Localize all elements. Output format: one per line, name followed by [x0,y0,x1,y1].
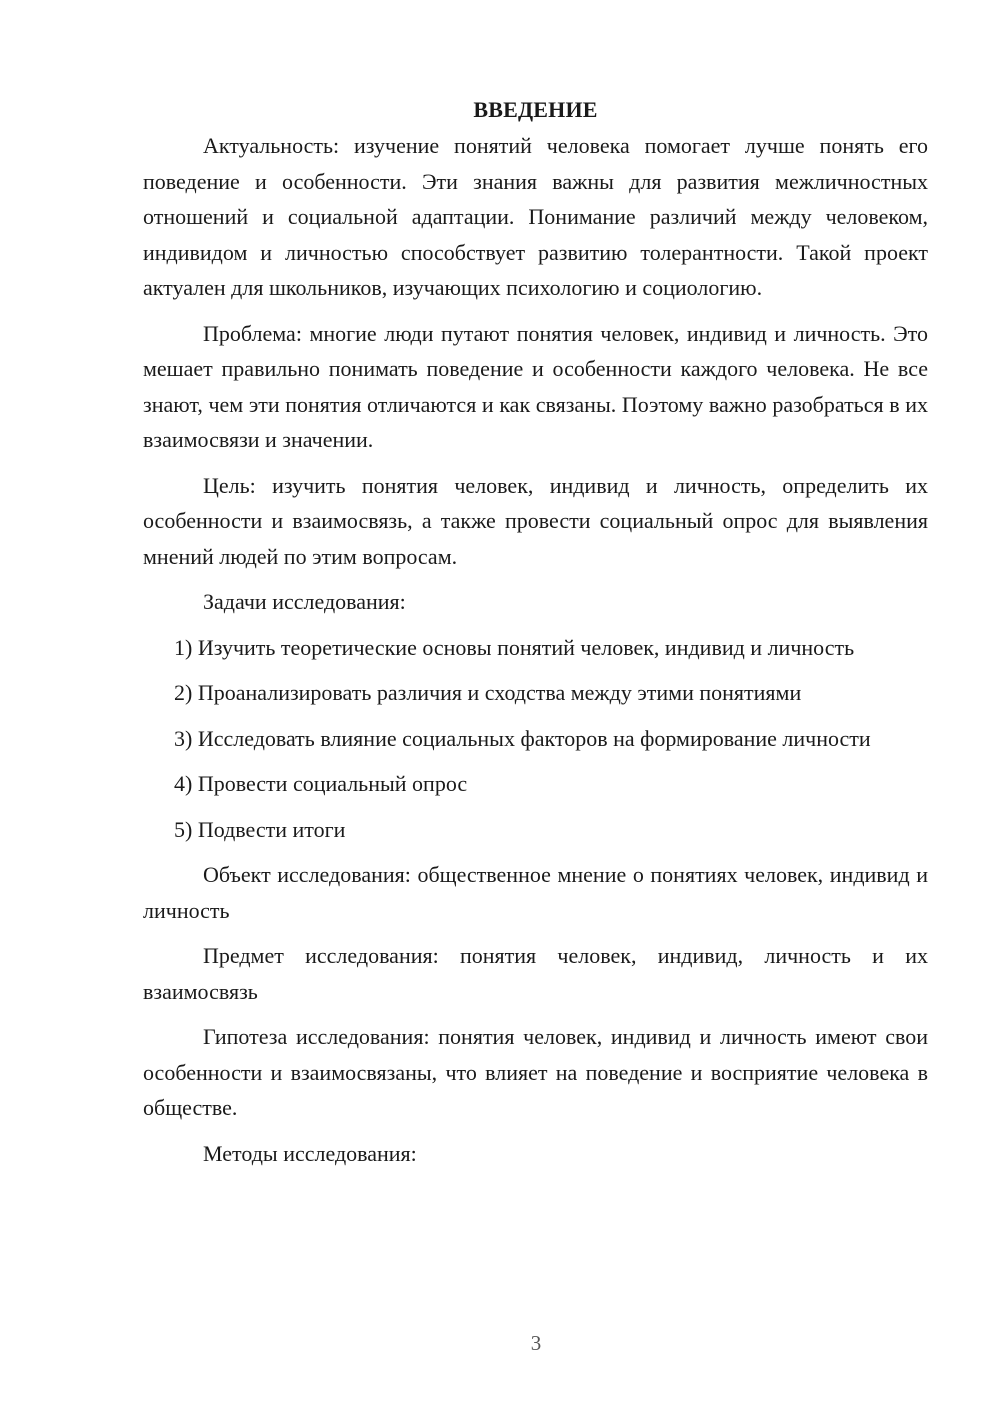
methods-heading: Методы исследования: [203,1140,417,1166]
paragraph-relevance: Актуальность: изучение понятий человека помогает лучше понять его поведение и особенности. Эти знания важны для развития межличностных отношений и социальной адаптации. Понимание различий между человеком, индивидом и личностью способствует развитию толерантности. Такой проект актуален для школьников, изучающих психологию и социологию. [143,133,928,300]
page-number: 3 [530,1331,542,1355]
paragraph-problem: Проблема: многие люди путают понятия человек, индивид и личность. Это мешает правильно понимать поведение и особенности каждого человека. Не все знают, чем эти понятия отличаются и как связаны. Поэтому важно разобраться в их взаимосвязи и значении. [143,320,928,452]
paragraph-goal: Цель: изучить понятия человек, индивид и личность, определить их особенности и взаимосвязь, а также провести социальный опрос для выявления мнений людей по этим вопросам. [143,472,928,569]
section-title: ВВЕДЕНИЕ [473,97,598,122]
list-item: 4) Провести социальный опрос [174,771,468,796]
paragraph-object: Объект исследования: общественное мнение о понятиях человек, индивид и личность [143,862,928,923]
tasks-heading: Задачи исследования: [203,589,406,614]
paragraph-hypothesis: Гипотеза исследования: понятия человек, индивид и личность имеют свои особенности и взаимосвязаны, что влияет на поведение и восприятие человека в обществе. [143,1024,928,1120]
list-item: 2) Проанализировать различия и сходства между этими понятиями [174,680,802,705]
list-item: 5) Подвести итоги [174,816,346,842]
paragraph-subject: Предмет исследования: понятия человек, индивид, личность и их взаимосвязь [143,943,928,1004]
document-page [143,92,928,1171]
list-item: 3) Исследовать влияние социальных факторов на формирование личности [174,725,871,751]
list-item: 1) Изучить теоретические основы понятий человек, индивид и личность [174,634,855,660]
